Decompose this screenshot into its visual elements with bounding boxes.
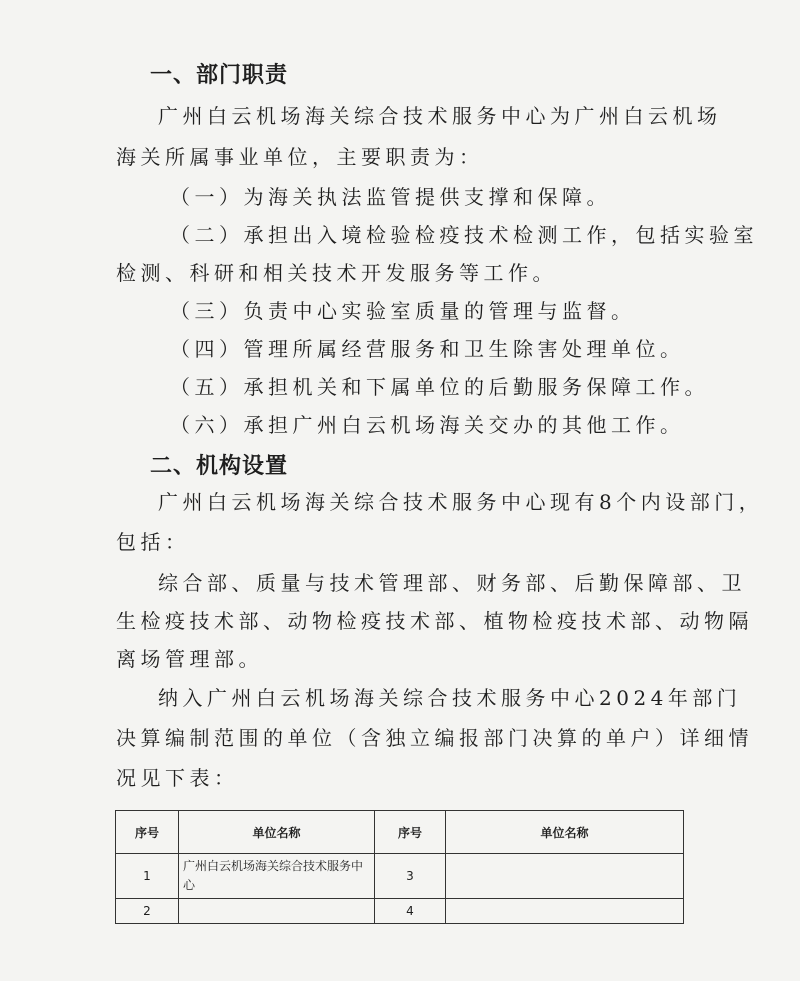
header-name-1: 单位名称	[179, 811, 375, 854]
section2-title: 二、机构设置	[150, 454, 289, 479]
cell-name: 广州白云机场海关综合技术服务中心	[179, 854, 375, 899]
cell-name	[446, 854, 684, 899]
org-para3-line-1: 纳入广州白云机场海关综合技术服务中心2024年部门	[158, 686, 742, 710]
org-para1-line-2: 包括：	[116, 530, 190, 554]
cell-no: 1	[116, 854, 179, 899]
duty-2: （二）承担出入境检验检疫技术检测工作，包括实验室	[170, 223, 758, 247]
org-para3-line-2: 决算编制范围的单位（含独立编报部门决算的单户）详细情	[116, 726, 753, 750]
header-no-2: 序号	[375, 811, 446, 854]
duty-6: （六）承担广州白云机场海关交办的其他工作。	[170, 413, 685, 437]
org-para1-line-1: 广州白云机场海关综合技术服务中心现有8个内设部门，	[158, 490, 764, 514]
cell-no: 3	[375, 854, 446, 899]
duty-3: （三）负责中心实验室质量的管理与监督。	[170, 299, 636, 323]
duty-4: （四）管理所属经营服务和卫生除害处理单位。	[170, 337, 685, 361]
units-table	[115, 810, 684, 924]
org-para2-line-1: 综合部、质量与技术管理部、财务部、后勤保障部、卫	[158, 571, 746, 595]
intro-line-1: 广州白云机场海关综合技术服务中心为广州白云机场	[158, 104, 722, 128]
duty-2-cont: 检测、科研和相关技术开发服务等工作。	[116, 261, 557, 285]
table-row	[116, 899, 684, 924]
cell-name	[179, 899, 375, 924]
table-header-row	[116, 811, 684, 854]
duty-5: （五）承担机关和下属单位的后勤服务保障工作。	[170, 375, 709, 399]
intro-line-2: 海关所属事业单位，主要职责为：	[116, 145, 484, 169]
header-name-2: 单位名称	[446, 811, 684, 854]
section1-title: 一、部门职责	[150, 63, 289, 88]
duty-1: （一）为海关执法监管提供支撑和保障。	[170, 185, 611, 209]
cell-no: 4	[375, 899, 446, 924]
header-no-1: 序号	[116, 811, 179, 854]
cell-name	[446, 899, 684, 924]
org-para2-line-2: 生检疫技术部、动物检疫技术部、植物检疫技术部、动物隔	[116, 609, 753, 633]
org-para2-line-3: 离场管理部。	[116, 647, 263, 671]
cell-no: 2	[116, 899, 179, 924]
table-row	[116, 854, 684, 899]
org-para3-line-3: 况见下表：	[116, 766, 239, 790]
